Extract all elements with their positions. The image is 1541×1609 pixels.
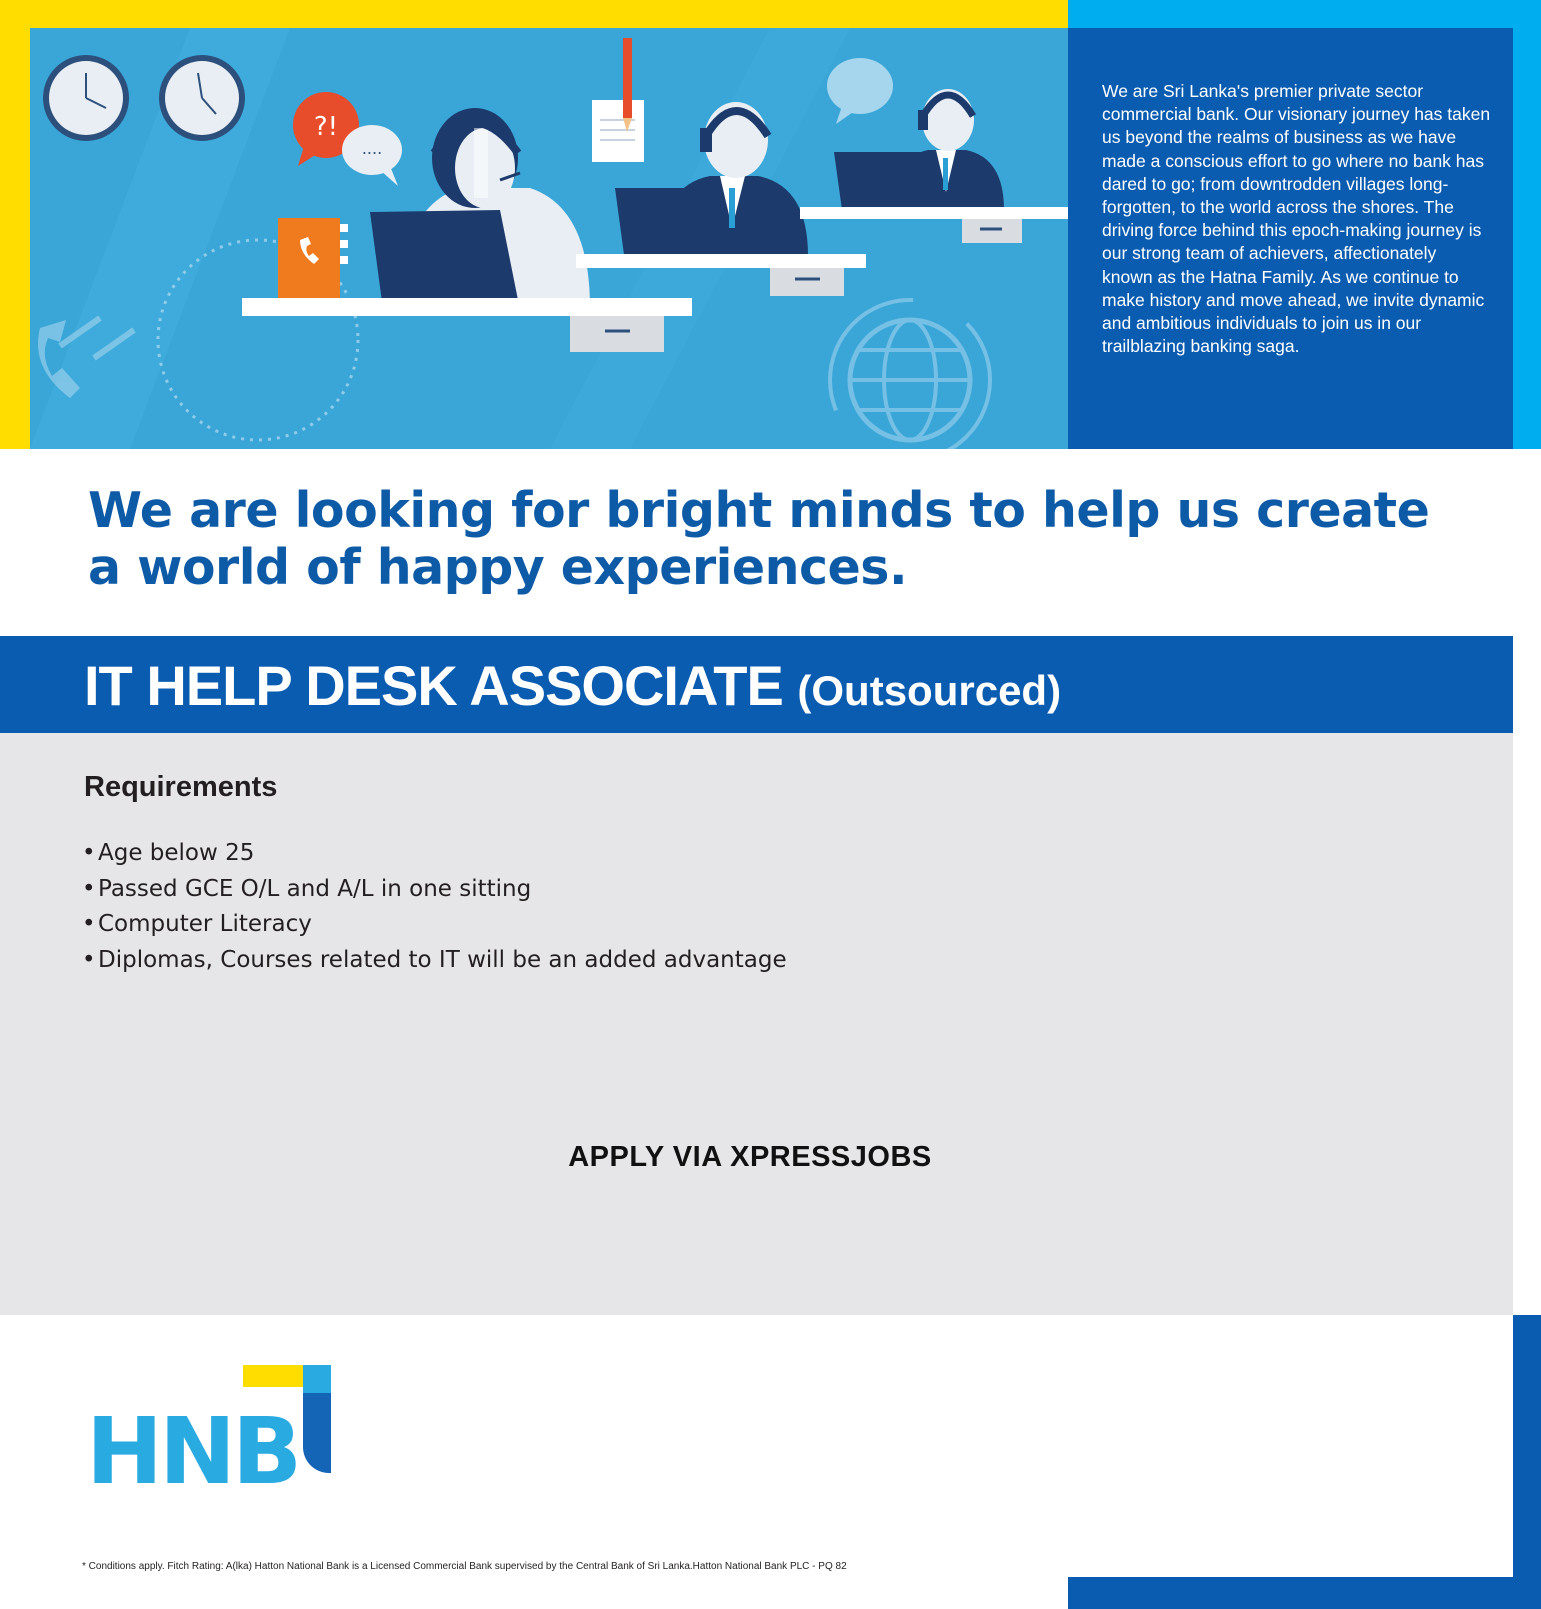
notepad-pencil-icon <box>592 38 644 162</box>
yellow-frame-strip <box>0 0 1068 28</box>
requirement-item <box>82 907 787 943</box>
job-title-bar <box>0 636 1513 733</box>
requirement-item <box>82 872 787 908</box>
globe-icon <box>830 300 990 449</box>
hnb-logo <box>86 1362 348 1505</box>
bullet-marker: • <box>82 946 96 973</box>
requirements-panel <box>0 733 1513 1315</box>
recruitment-headline <box>88 482 1488 596</box>
orange-notebook-icon <box>278 218 348 300</box>
clock-icon <box>43 55 129 141</box>
navy-frame-side-strip <box>1513 1315 1541 1609</box>
job-title-text: IT HELP DESK ASSOCIATE <box>84 654 783 717</box>
bullet-marker: • <box>82 911 96 937</box>
question-bubble-text: ?! <box>313 112 339 142</box>
requirements-heading: Requirements <box>84 771 278 803</box>
requirement-text: Age below 25 <box>98 840 255 866</box>
logo-wordmark: HNB <box>86 1398 299 1505</box>
chat-bubble-icon <box>827 58 893 124</box>
requirement-item <box>82 836 787 872</box>
requirement-text: Passed GCE O/L and A/L in one sitting <box>98 875 532 902</box>
logo-yellow-bar <box>243 1365 303 1387</box>
logo-blue-bar <box>303 1393 331 1473</box>
bullet-marker: • <box>82 875 96 902</box>
requirement-item <box>82 943 787 979</box>
yellow-frame-side-strip <box>0 0 30 449</box>
job-title-qualifier: (Outsourced) <box>797 667 1062 714</box>
logo-cyan-block <box>303 1365 331 1393</box>
ellipsis-bubble-text: .... <box>361 139 383 158</box>
requirement-text: Diplomas, Courses related to IT will be an added advantage <box>98 946 787 973</box>
apply-call-to-action: APPLY VIA XPRESSJOBS <box>568 1141 932 1173</box>
cyan-frame-side-strip <box>1513 0 1541 449</box>
bank-intro-paragraph: We are Sri Lanka's premier private sector commercial bank. Our visionary journey has taken us beyond the realms of business as we have made a conscious effort to go where no bank has dared to go; from downtrodden villages long-forgotten, to the world across the shores. The driving force behind this epoch-making journey is our strong team of achievers, affectionately known as the Hatna Family. As we continue to make history and move ahead, we invite dynamic and ambitious individuals to join us in our trailblazing banking saga. <box>1102 81 1491 357</box>
legal-disclaimer: * Conditions apply. Fitch Rating: A(lka) Hatton National Bank is a Licensed Commercial Bank supervised by the Central Bank of Sri Lanka.Hatton National Bank PLC - PQ 82 <box>82 1561 847 1572</box>
headline-line-1: We are looking for bright minds to help us create <box>88 482 1430 539</box>
navy-frame-strip <box>1068 1577 1541 1609</box>
help-desk-agent-figure <box>370 108 590 308</box>
ellipsis-speech-bubble-icon <box>342 125 402 186</box>
requirements-list <box>82 836 787 978</box>
help-desk-illustration <box>30 28 1068 449</box>
clock-icon <box>159 55 245 141</box>
requirement-text: Computer Literacy <box>98 911 312 937</box>
intro-panel <box>1068 28 1513 449</box>
headline-line-2: a world of happy experiences. <box>88 539 908 596</box>
bullet-marker: • <box>82 840 96 866</box>
cyan-frame-strip <box>1068 0 1541 28</box>
job-title <box>84 656 1061 721</box>
